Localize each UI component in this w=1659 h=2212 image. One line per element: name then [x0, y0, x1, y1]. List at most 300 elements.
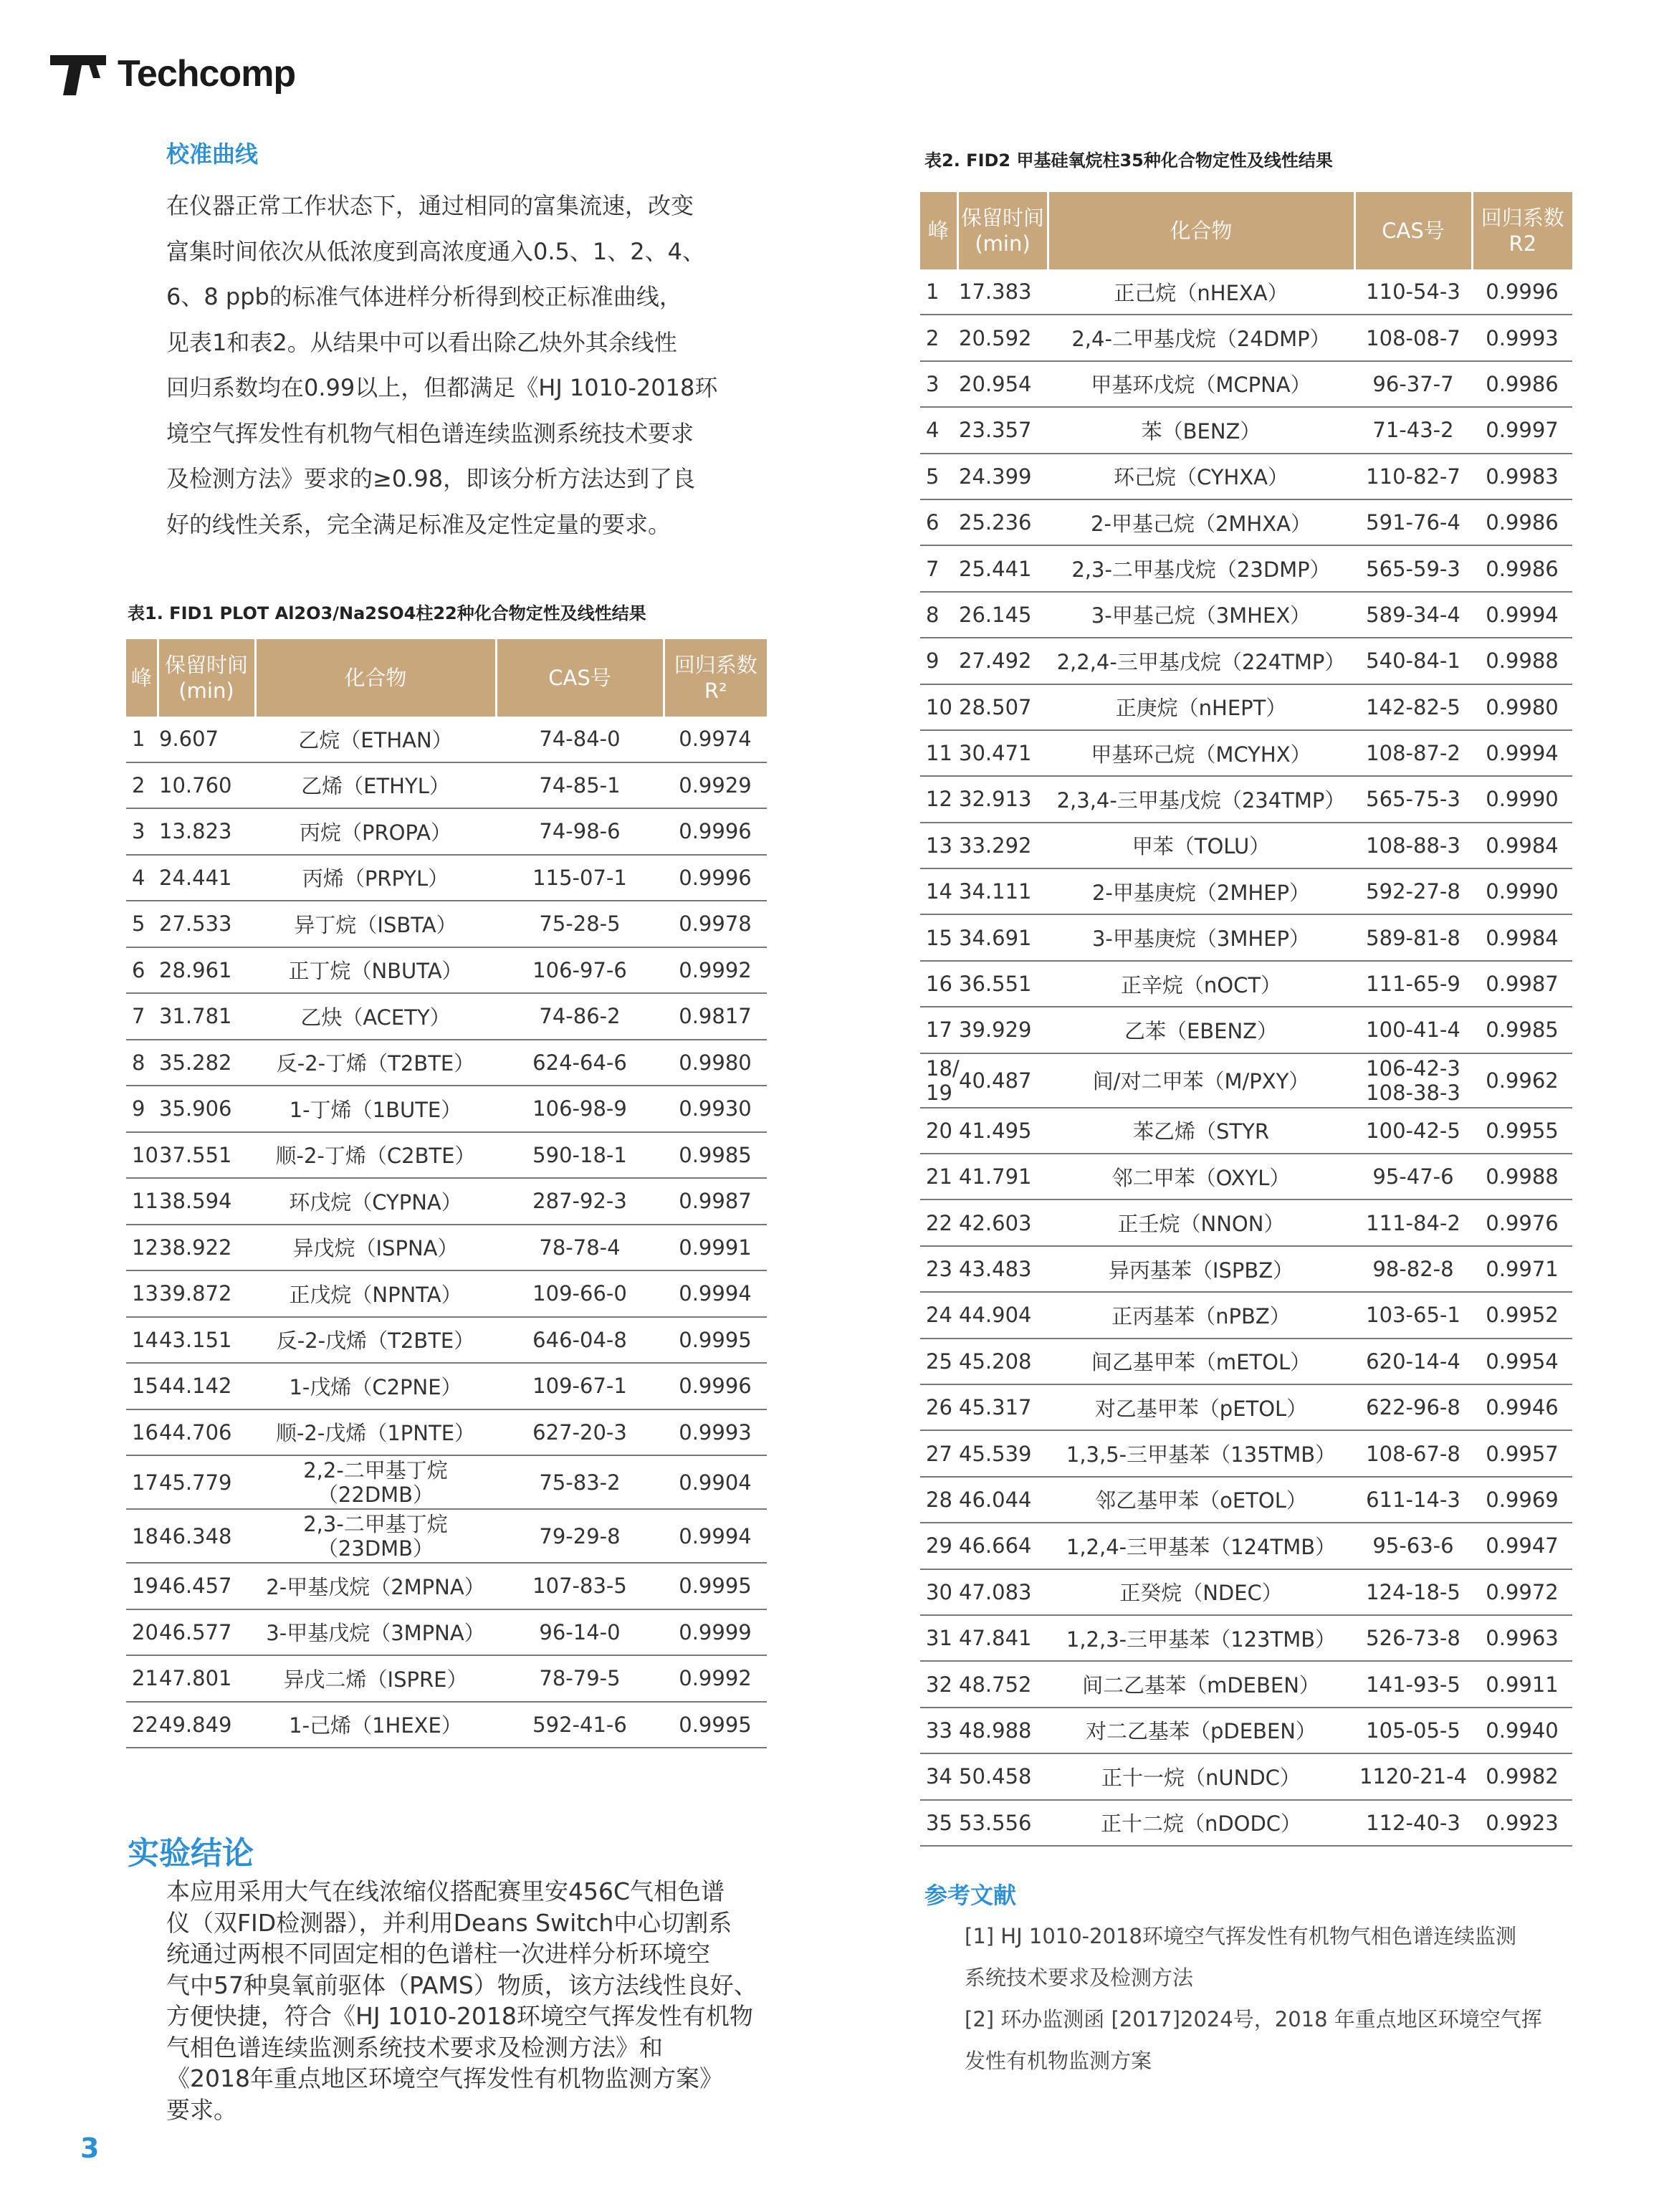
compound-cell: 丙烷（PROPA） [255, 808, 496, 855]
peak-cell: 1 [126, 717, 158, 762]
compound-cell: 2,2,4-三甲基戊烷（224TMP） [1048, 638, 1354, 684]
peak-cell: 3 [920, 361, 957, 407]
cas-cell: 611-14-3 [1354, 1477, 1472, 1523]
cas-cell: 78-78-4 [496, 1225, 664, 1271]
cas-cell: 74-86-2 [496, 993, 664, 1040]
peak-cell: 24 [920, 1292, 957, 1338]
compound-cell: 3-甲基庚烷（3MHEP） [1048, 914, 1354, 960]
table-row [920, 545, 1572, 591]
peak-cell: 22 [126, 1702, 158, 1748]
r2-cell: 0.9986 [1472, 545, 1572, 591]
compound-cell: 2,3-二甲基丁烷 （23DMB） [255, 1509, 496, 1563]
compound-cell: 丙烯（PRPYL） [255, 855, 496, 901]
table-row [126, 1132, 767, 1179]
cas-cell: 1120-21-4 [1354, 1753, 1472, 1799]
rt-cell: 47.801 [158, 1655, 255, 1702]
rt-cell: 26.145 [957, 592, 1048, 638]
cas-cell: 74-98-6 [496, 808, 664, 855]
peak-cell: 14 [920, 868, 957, 914]
r2-cell: 0.9994 [664, 1509, 767, 1563]
cas-cell: 109-66-0 [496, 1270, 664, 1317]
conclusion-line: 《2018年重点地区环境空气挥发性有机物监测方案》 [166, 2064, 723, 2092]
rt-cell: 40.487 [957, 1053, 1048, 1108]
table-row [920, 1569, 1572, 1615]
compound-cell: 间乙基甲苯（mETOL） [1048, 1339, 1354, 1384]
table-row [920, 684, 1572, 730]
table-row [126, 1655, 767, 1702]
cas-cell: 108-08-7 [1354, 315, 1472, 360]
r2-cell: 0.9983 [1472, 454, 1572, 499]
r2-cell: 0.9954 [1472, 1339, 1572, 1384]
compound-cell: 乙烯（ETHYL） [255, 762, 496, 809]
peak-cell: 29 [920, 1523, 957, 1569]
peak-cell: 16 [126, 1409, 158, 1456]
r2-cell: 0.9987 [664, 1178, 767, 1225]
rt-cell: 33.292 [957, 823, 1048, 868]
rt-cell: 44.904 [957, 1292, 1048, 1338]
peak-cell: 31 [920, 1615, 957, 1661]
cas-cell: 592-41-6 [496, 1702, 664, 1748]
r2-cell: 0.9940 [1472, 1708, 1572, 1753]
table-row [126, 947, 767, 994]
r2-cell: 0.9987 [1472, 961, 1572, 1007]
cas-cell: 565-59-3 [1354, 545, 1472, 591]
table-row [126, 855, 767, 901]
peak-cell: 28 [920, 1477, 957, 1523]
cas-cell: 141-93-5 [1354, 1661, 1472, 1707]
compound-cell: 3-甲基己烷（3MHEX） [1048, 592, 1354, 638]
cas-cell: 96-37-7 [1354, 361, 1472, 407]
r2-cell: 0.9984 [1472, 823, 1572, 868]
table-row [920, 730, 1572, 776]
cas-cell: 565-75-3 [1354, 776, 1472, 822]
table-row [126, 1455, 767, 1509]
peak-cell: 13 [126, 1270, 158, 1317]
column-header-compound: 化合物 [255, 639, 496, 717]
rt-cell: 20.954 [957, 361, 1048, 407]
rt-cell: 32.913 [957, 776, 1048, 822]
table-row [920, 269, 1572, 315]
table-row [126, 1270, 767, 1317]
cas-cell: 142-82-5 [1354, 684, 1472, 730]
table-row [920, 1384, 1572, 1430]
peak-cell: 17 [920, 1007, 957, 1053]
compound-cell: 正十一烷（nUNDC） [1048, 1753, 1354, 1799]
conclusion-line: 仪（双FID检测器），并利用Deans Switch中心切割系 [166, 1908, 732, 1937]
r2-cell: 0.9957 [1472, 1430, 1572, 1476]
compound-cell: 异戊烷（ISPNA） [255, 1225, 496, 1271]
conclusion-line: 统通过两根不同固定相的色谱柱一次进样分析环境空 [166, 1940, 710, 1968]
references-list [965, 1915, 1559, 2082]
cas-cell: 100-41-4 [1354, 1007, 1472, 1053]
compound-cell: 顺-2-丁烯（C2BTE） [255, 1132, 496, 1179]
compound-cell: 环戊烷（CYPNA） [255, 1178, 496, 1225]
rt-cell: 27.533 [158, 901, 255, 947]
peak-cell: 3 [126, 808, 158, 855]
r2-cell: 0.9974 [664, 717, 767, 762]
r2-cell: 0.9929 [664, 762, 767, 809]
compound-cell: 异丙基苯（ISPBZ） [1048, 1246, 1354, 1292]
rt-cell: 47.841 [957, 1615, 1048, 1661]
reference-line: [2] 环办监测函 [2017]2024号，2018 年重点地区环境空气挥 [965, 2007, 1542, 2031]
r2-cell: 0.9904 [664, 1455, 767, 1509]
peak-cell: 14 [126, 1317, 158, 1364]
r2-cell: 0.9993 [1472, 315, 1572, 360]
cas-cell: 105-05-5 [1354, 1708, 1472, 1753]
rt-cell: 28.507 [957, 684, 1048, 730]
cas-cell: 620-14-4 [1354, 1339, 1472, 1384]
compound-cell: 苯（BENZ） [1048, 407, 1354, 453]
cas-cell: 108-67-8 [1354, 1430, 1472, 1476]
compound-cell: 乙炔（ACETY） [255, 993, 496, 1040]
rt-cell: 38.922 [158, 1225, 255, 1271]
column-header-compound: 化合物 [1048, 192, 1354, 269]
cas-cell: 622-96-8 [1354, 1384, 1472, 1430]
rt-cell: 38.594 [158, 1178, 255, 1225]
rt-cell: 45.539 [957, 1430, 1048, 1476]
table-row [920, 592, 1572, 638]
table-row [920, 1053, 1572, 1108]
cas-cell: 107-83-5 [496, 1563, 664, 1609]
column-header-rt: 保留时间(min) [158, 639, 255, 717]
compound-cell: 甲苯（TOLU） [1048, 823, 1354, 868]
compound-cell: 2-甲基戊烷（2MPNA） [255, 1563, 496, 1609]
compound-cell: 1-丁烯（1BUTE） [255, 1086, 496, 1132]
calibration-line: 6、8 ppb的标准气体进样分析得到校正标准曲线， [166, 283, 682, 310]
rt-cell: 46.664 [957, 1523, 1048, 1569]
peak-cell: 2 [920, 315, 957, 360]
r2-cell: 0.9988 [1472, 638, 1572, 684]
conclusion-paragraph [166, 1876, 773, 2125]
r2-cell: 0.9976 [1472, 1200, 1572, 1245]
calibration-line: 及检测方法》要求的≥0.98，即该分析方法达到了良 [166, 465, 696, 492]
table1 [126, 639, 767, 1748]
rt-cell: 48.988 [957, 1708, 1048, 1753]
cas-cell: 109-67-1 [496, 1363, 664, 1409]
table-row [126, 1702, 767, 1748]
r2-cell: 0.9984 [1472, 914, 1572, 960]
peak-cell: 9 [920, 638, 957, 684]
compound-cell: 对二乙基苯（pDEBEN） [1048, 1708, 1354, 1753]
peak-cell: 21 [126, 1655, 158, 1702]
conclusion-line: 要求。 [166, 2095, 237, 2124]
compound-cell: 1,3,5-三甲基苯（135TMB） [1048, 1430, 1354, 1476]
compound-cell: 正丁烷（NBUTA） [255, 947, 496, 994]
r2-cell: 0.9946 [1472, 1384, 1572, 1430]
rt-cell: 41.495 [957, 1108, 1048, 1154]
cas-cell: 591-76-4 [1354, 499, 1472, 545]
table-row [126, 717, 767, 762]
conclusion-line: 气相色谱连续监测系统技术要求及检测方法》和 [166, 2033, 663, 2062]
cas-cell: 111-65-9 [1354, 961, 1472, 1007]
rt-cell: 34.691 [957, 914, 1048, 960]
column-header-rt: 保留时间(min) [957, 192, 1048, 269]
cas-cell: 590-18-1 [496, 1132, 664, 1179]
peak-cell: 11 [920, 730, 957, 776]
r2-cell: 0.9988 [1472, 1154, 1572, 1200]
peak-cell: 16 [920, 961, 957, 1007]
table1-caption: 表1. FID1 PLOT Al2O3/Na2SO4柱22种化合物定性及线性结果 [128, 603, 646, 623]
table-row [126, 808, 767, 855]
column-header-peak: 峰 [920, 192, 957, 269]
rt-cell: 39.929 [957, 1007, 1048, 1053]
table-row [126, 1563, 767, 1609]
r2-cell: 0.9992 [664, 1655, 767, 1702]
cas-cell: 108-87-2 [1354, 730, 1472, 776]
cas-cell: 106-98-9 [496, 1086, 664, 1132]
r2-cell: 0.9978 [664, 901, 767, 947]
table-row [126, 901, 767, 947]
rt-cell: 17.383 [957, 269, 1048, 315]
rt-cell: 47.083 [957, 1569, 1048, 1615]
peak-cell: 15 [126, 1363, 158, 1409]
rt-cell: 39.872 [158, 1270, 255, 1317]
peak-cell: 5 [920, 454, 957, 499]
cas-cell: 589-81-8 [1354, 914, 1472, 960]
r2-cell: 0.9930 [664, 1086, 767, 1132]
rt-cell: 13.823 [158, 808, 255, 855]
table-row [920, 1339, 1572, 1384]
compound-cell: 反-2-丁烯（T2BTE） [255, 1040, 496, 1086]
r2-cell: 0.9995 [664, 1563, 767, 1609]
calibration-line: 好的线性关系，完全满足标准及定性定量的要求。 [166, 510, 671, 538]
references-heading: 参考文献 [924, 1882, 1017, 1909]
compound-cell: 1-戊烯（C2PNE） [255, 1363, 496, 1409]
peak-cell: 12 [126, 1225, 158, 1271]
table-row [126, 762, 767, 809]
r2-cell: 0.9971 [1472, 1246, 1572, 1292]
r2-cell: 0.9980 [664, 1040, 767, 1086]
compound-cell: 正戊烷（NPNTA） [255, 1270, 496, 1317]
cas-cell: 75-83-2 [496, 1455, 664, 1509]
table-row [920, 361, 1572, 407]
rt-cell: 53.556 [957, 1800, 1048, 1846]
compound-cell: 正壬烷（NNON） [1048, 1200, 1354, 1245]
r2-cell: 0.9990 [1472, 776, 1572, 822]
table-row [126, 1178, 767, 1225]
rt-cell: 24.441 [158, 855, 255, 901]
r2-cell: 0.9962 [1472, 1053, 1572, 1108]
calibration-line: 富集时间依次从低浓度到高浓度通入0.5、1、2、4、 [166, 237, 705, 265]
rt-cell: 36.551 [957, 961, 1048, 1007]
r2-cell: 0.9985 [1472, 1007, 1572, 1053]
peak-cell: 7 [126, 993, 158, 1040]
calibration-line: 境空气挥发性有机物气相色谱连续监测系统技术要求 [166, 419, 694, 447]
table-row [126, 1363, 767, 1409]
column-header-peak: 峰 [126, 639, 158, 717]
r2-cell: 0.9982 [1472, 1753, 1572, 1799]
rt-cell: 43.483 [957, 1246, 1048, 1292]
cas-cell: 75-28-5 [496, 901, 664, 947]
table2 [920, 192, 1572, 1847]
r2-cell: 0.9923 [1472, 1800, 1572, 1846]
r2-cell: 0.9996 [664, 1363, 767, 1409]
rt-cell: 9.607 [158, 717, 255, 762]
table-row [920, 823, 1572, 868]
peak-cell: 25 [920, 1339, 957, 1384]
r2-cell: 0.9996 [1472, 269, 1572, 315]
table-row [920, 315, 1572, 360]
peak-cell: 6 [920, 499, 957, 545]
r2-cell: 0.9999 [664, 1609, 767, 1656]
r2-cell: 0.9994 [664, 1270, 767, 1317]
conclusion-heading: 实验结论 [128, 1835, 254, 1872]
table-row [920, 1753, 1572, 1799]
rt-cell: 43.151 [158, 1317, 255, 1364]
compound-cell: 顺-2-戊烯（1PNTE） [255, 1409, 496, 1456]
cas-cell: 100-42-5 [1354, 1108, 1472, 1154]
rt-cell: 48.752 [957, 1661, 1048, 1707]
r2-cell: 0.9995 [664, 1702, 767, 1748]
table-row [920, 1661, 1572, 1707]
table-row [920, 1800, 1572, 1846]
table-row [920, 914, 1572, 960]
peak-cell: 21 [920, 1154, 957, 1200]
cas-cell: 108-88-3 [1354, 823, 1472, 868]
r2-cell: 0.9996 [664, 808, 767, 855]
table-row [126, 993, 767, 1040]
table-row [920, 1292, 1572, 1338]
peak-cell: 26 [920, 1384, 957, 1430]
compound-cell: 正癸烷（NDEC） [1048, 1569, 1354, 1615]
column-header-r2: 回归系数R² [664, 639, 767, 717]
rt-cell: 46.457 [158, 1563, 255, 1609]
table-row [126, 1225, 767, 1271]
compound-cell: 乙烷（ETHAN） [255, 717, 496, 762]
cas-cell: 287-92-3 [496, 1178, 664, 1225]
reference-line: [1] HJ 1010-2018环境空气挥发性有机物气相色谱连续监测 [965, 1924, 1516, 1948]
compound-cell: 乙苯（EBENZ） [1048, 1007, 1354, 1053]
calibration-line: 在仪器正常工作状态下，通过相同的富集流速，改变 [166, 192, 694, 219]
cas-cell: 103-65-1 [1354, 1292, 1472, 1338]
peak-cell: 27 [920, 1430, 957, 1476]
rt-cell: 27.492 [957, 638, 1048, 684]
compound-cell: 反-2-戊烯（T2BTE） [255, 1317, 496, 1364]
rt-cell: 50.458 [957, 1753, 1048, 1799]
compound-cell: 邻乙基甲苯（oETOL） [1048, 1477, 1354, 1523]
compound-cell: 2,2-二甲基丁烷 （22DMB） [255, 1455, 496, 1509]
table-row [920, 1200, 1572, 1245]
techcomp-logo-icon [50, 49, 115, 98]
table-row [920, 1108, 1572, 1154]
cas-cell: 526-73-8 [1354, 1615, 1472, 1661]
table-row [126, 1409, 767, 1456]
calibration-line: 回归系数均在0.99以上，但都满足《HJ 1010-2018环 [166, 374, 718, 401]
table-header-row [126, 639, 767, 717]
rt-cell: 34.111 [957, 868, 1048, 914]
compound-cell: 环己烷（CYHXA） [1048, 454, 1354, 499]
conclusion-line: 本应用采用大气在线浓缩仪搭配赛里安456C气相色谱 [166, 1877, 725, 1905]
compound-cell: 2,3-二甲基戊烷（23DMP） [1048, 545, 1354, 591]
conclusion-line: 气中57种臭氧前驱体（PAMS）物质，该方法线性良好、 [166, 1971, 757, 1999]
cas-cell: 110-54-3 [1354, 269, 1472, 315]
r2-cell: 0.9817 [664, 993, 767, 1040]
cas-cell: 98-82-8 [1354, 1246, 1472, 1292]
cas-cell: 95-63-6 [1354, 1523, 1472, 1569]
rt-cell: 24.399 [957, 454, 1048, 499]
r2-cell: 0.9972 [1472, 1569, 1572, 1615]
table-row [920, 1154, 1572, 1200]
table2-caption: 表2. FID2 甲基硅氧烷柱35种化合物定性及线性结果 [924, 150, 1333, 171]
rt-cell: 30.471 [957, 730, 1048, 776]
rt-cell: 49.849 [158, 1702, 255, 1748]
rt-cell: 37.551 [158, 1132, 255, 1179]
peak-cell: 10 [126, 1132, 158, 1179]
compound-cell: 正己烷（nHEXA） [1048, 269, 1354, 315]
r2-cell: 0.9990 [1472, 868, 1572, 914]
peak-cell: 13 [920, 823, 957, 868]
cas-cell: 71-43-2 [1354, 407, 1472, 453]
rt-cell: 35.282 [158, 1040, 255, 1086]
cas-cell: 74-84-0 [496, 717, 664, 762]
rt-cell: 46.348 [158, 1509, 255, 1563]
rt-cell: 46.577 [158, 1609, 255, 1656]
rt-cell: 25.441 [957, 545, 1048, 591]
rt-cell: 42.603 [957, 1200, 1048, 1245]
peak-cell: 23 [920, 1246, 957, 1292]
compound-cell: 2-甲基庚烷（2MHEP） [1048, 868, 1354, 914]
rt-cell: 44.706 [158, 1409, 255, 1456]
r2-cell: 0.9969 [1472, 1477, 1572, 1523]
r2-cell: 0.9986 [1472, 499, 1572, 545]
compound-cell: 邻二甲苯（OXYL） [1048, 1154, 1354, 1200]
cas-cell: 115-07-1 [496, 855, 664, 901]
cas-cell: 74-85-1 [496, 762, 664, 809]
table-row [920, 961, 1572, 1007]
table-row [920, 638, 1572, 684]
r2-cell: 0.9992 [664, 947, 767, 994]
cas-cell: 124-18-5 [1354, 1569, 1472, 1615]
compound-cell: 异戊二烯（ISPRE） [255, 1655, 496, 1702]
rt-cell: 45.208 [957, 1339, 1048, 1384]
table-row [920, 1615, 1572, 1661]
table-row [920, 1246, 1572, 1292]
calibration-line: 见表1和表2。从结果中可以看出除乙炔外其余线性 [166, 328, 677, 356]
r2-cell: 0.9994 [1472, 592, 1572, 638]
compound-cell: 1-己烯（1HEXE） [255, 1702, 496, 1748]
r2-cell: 0.9911 [1472, 1661, 1572, 1707]
peak-cell: 4 [920, 407, 957, 453]
r2-cell: 0.9994 [1472, 730, 1572, 776]
peak-cell: 35 [920, 1800, 957, 1846]
r2-cell: 0.9991 [664, 1225, 767, 1271]
compound-cell: 间二乙基苯（mDEBEN） [1048, 1661, 1354, 1707]
r2-cell: 0.9996 [664, 855, 767, 901]
column-header-cas: CAS号 [1354, 192, 1472, 269]
cas-cell: 111-84-2 [1354, 1200, 1472, 1245]
techcomp-logo [50, 49, 295, 99]
column-header-cas: CAS号 [496, 639, 664, 717]
page-number: 3 [80, 2132, 100, 2164]
peak-cell: 8 [920, 592, 957, 638]
compound-cell: 异丁烷（ISBTA） [255, 901, 496, 947]
table-row [126, 1609, 767, 1656]
peak-cell: 22 [920, 1200, 957, 1245]
table-row [920, 1523, 1572, 1569]
compound-cell: 间/对二甲苯（M/PXY） [1048, 1053, 1354, 1108]
column-header-r2: 回归系数R2 [1472, 192, 1572, 269]
cas-cell: 592-27-8 [1354, 868, 1472, 914]
rt-cell: 31.781 [158, 993, 255, 1040]
cas-cell: 95-47-6 [1354, 1154, 1472, 1200]
r2-cell: 0.9993 [664, 1409, 767, 1456]
reference-line: 系统技术要求及检测方法 [965, 1966, 1194, 1990]
table-row [126, 1317, 767, 1364]
rt-cell: 35.906 [158, 1086, 255, 1132]
r2-cell: 0.9986 [1472, 361, 1572, 407]
peak-cell: 4 [126, 855, 158, 901]
rt-cell: 28.961 [158, 947, 255, 994]
